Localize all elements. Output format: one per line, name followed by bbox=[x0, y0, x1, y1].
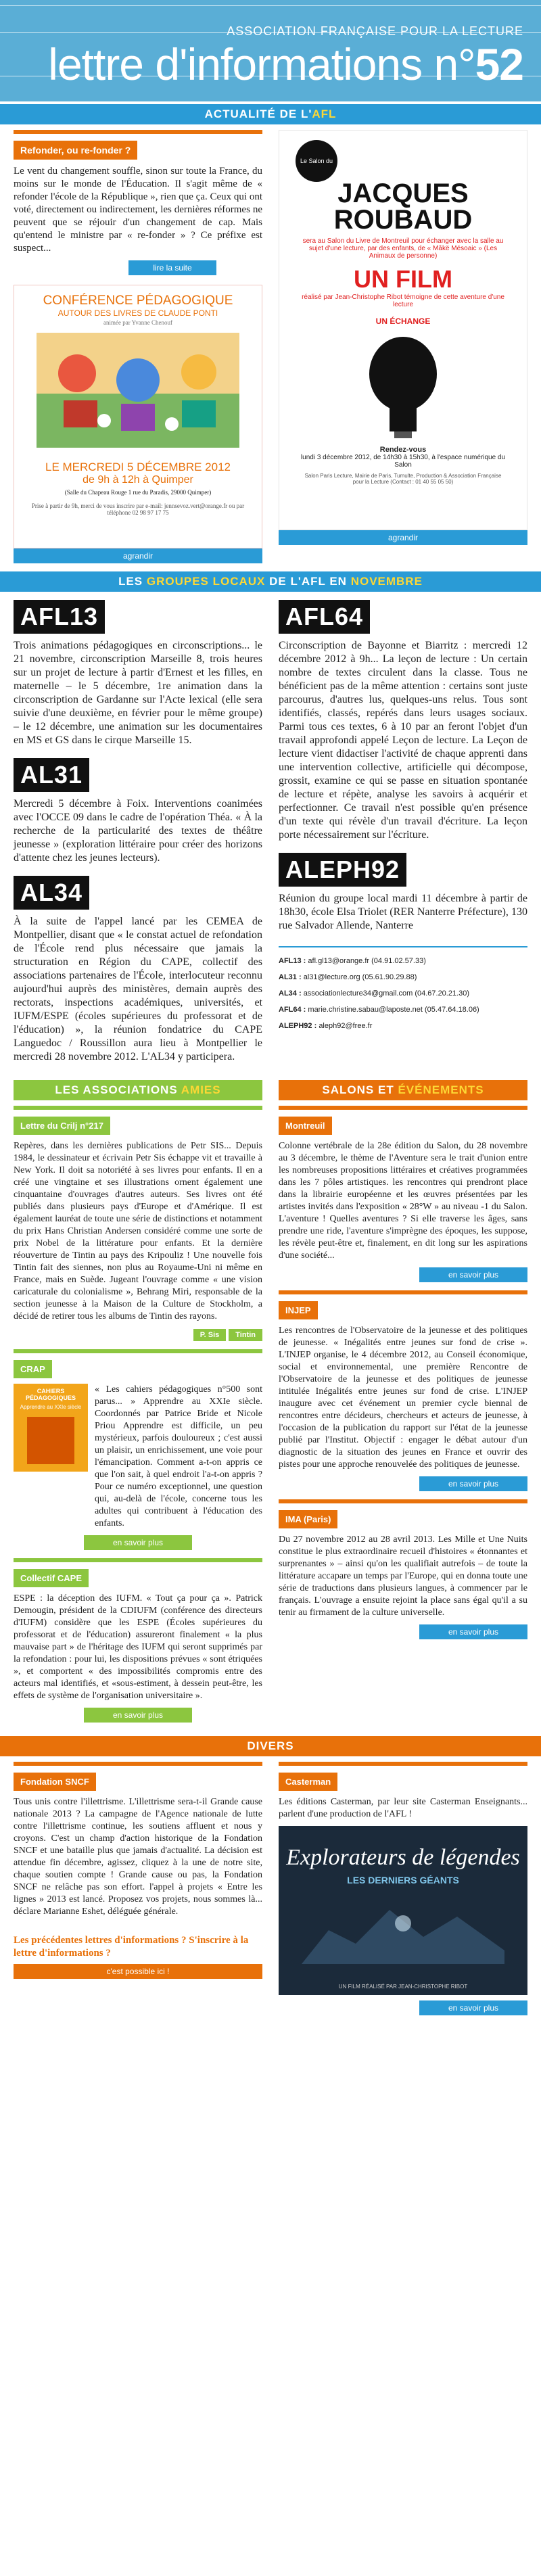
roubaud-poster bbox=[279, 130, 527, 530]
divers-left bbox=[14, 1762, 262, 2015]
band-salons-prefix: SALONS ET bbox=[322, 1083, 398, 1096]
band-actualite-prefix: ACTUALITÉ DE L' bbox=[204, 108, 312, 120]
header-rule-top bbox=[0, 5, 541, 6]
previous-letters-text: Les précédentes lettres d'informations ? S'inscrire à la lettre d'informations ? bbox=[14, 1935, 249, 1959]
casterman-block bbox=[279, 1762, 527, 2015]
al31-text: Mercredi 5 décembre à Foix. Interventions coanimées avec l'OCCE 09 dans le cadre de l'opération Théa. « À la recherche de la particularité des textes de théâtre jeunesse » (exploration littéraire pour créer des horizons d'attente chez les jeunes lecteurs). bbox=[14, 798, 262, 864]
salons-col bbox=[279, 1080, 527, 1723]
conference-time: de 9h à 12h à Quimper bbox=[83, 474, 193, 486]
contact-al31 bbox=[279, 969, 527, 985]
cape-more-button[interactable]: en savoir plus bbox=[84, 1708, 192, 1723]
conference-poster bbox=[14, 285, 262, 548]
roubaud-echange: UN ÉCHANGE bbox=[375, 317, 431, 326]
amies-col bbox=[14, 1080, 262, 1723]
contact-al31-value[interactable]: al31@lecture.org (05.61.90.29.88) bbox=[303, 973, 417, 981]
casterman-more-button[interactable]: en savoir plus bbox=[419, 2000, 527, 2015]
contact-aleph92-value[interactable]: aleph92@free.fr bbox=[319, 1022, 373, 1030]
tag-p-sis[interactable]: P. Sis bbox=[193, 1329, 227, 1341]
casterman-poster bbox=[279, 1826, 527, 1995]
montreuil-text: Colonne vertébrale de la 28e édition du Salon, du 28 novembre au 3 décembre, le thème de l'Aventure sera le trait d'union entre les nombreuses propositions littéraires et créatives programmées dans les 7 pôles artistiques. les rencontres qui prendront place dans la librairie européenne et les œuvres présentées par les artistes invités dans l'exposition « 28°W » au niveau -1 du Salon. L'aventure ! Quelles aventures ? Si elle traverse les âges, sans prendre une ride, l'aventure s'imprègne des époques, les suppose, les révèle peut-être et, finalement, en dit long sur les aspirations d'une société... bbox=[279, 1141, 527, 1261]
newsletter-title bbox=[48, 39, 523, 89]
roubaud-name-first: JACQUES bbox=[337, 179, 469, 208]
band-salons bbox=[279, 1080, 527, 1100]
band-groupes-mid: DE L'AFL EN bbox=[265, 575, 351, 588]
groupes-left bbox=[14, 600, 262, 1069]
casterman-poster-sub: LES DERNIERS GÉANTS bbox=[347, 1875, 459, 1886]
roubaud-enlarge-button[interactable]: agrandir bbox=[279, 530, 527, 545]
injep-more-button[interactable]: en savoir plus bbox=[419, 1476, 527, 1491]
crap-text: « Les cahiers pédagogiques n°500 sont parus... » Apprendre au XXIe siècle. Coordonnés par Patrice Bride et Nicole Priou Apprendre est difficile, un peu mystérieux, parfois douloureux ; c'est aussi un plaisir, un enrichissement, une voie pour l'émancipation. Comment a-t-on appris ce que l'on sait, à quel endroit l'a-t-on appris ? Pour ce numéro exceptionnel, une question qui, au-delà de l'école, concerne tous les adultes qui contribuent à l'éducation des enfants. bbox=[95, 1384, 262, 1528]
contact-aleph92-label: ALEPH92 : bbox=[279, 1022, 317, 1030]
previous-letters-block bbox=[14, 1934, 262, 1979]
criij-text: Repères, dans les dernières publications de Petr SIS... Depuis 1984, le dessinateur et écrivain Petr Sis échappe vit et travaille à New York. Il doit sa notoriété à ses livres pour enfants. Il en a créé une vingtaine et ses illustrations ornent également une cinquantaine d'ouvrages d'autres auteurs. Ses livres ont été publiés dans plusieurs pays d'Europe et d'Amérique. Il est également lauréat de toute une série de distinctions et notamment du prix Hans Christian Andersen considéré comme une sorte de prix Nobel de la littérature pour enfants. Et la dernière réouverture de Tintin au pays des Kripouliz ! Une nouvelle fois Tintin fait des siennes, non plus au Royaume-Uni ni même en France, mais en Suède. Jugeant l'ouvrage comme « une vision caricaturale du colonialisme », Behrang Miri, responsable de la section jeunesse à la Maison de la Culture de Stockholm, a décidé de retirer tous les albums de Tintin des rayons. bbox=[14, 1141, 262, 1321]
sncf-block bbox=[14, 1762, 262, 1923]
afl13-tag: AFL13 bbox=[14, 600, 105, 634]
contact-al34 bbox=[279, 985, 527, 1002]
band-amies-prefix: LES ASSOCIATIONS bbox=[55, 1083, 181, 1096]
crap-title: CRAP bbox=[14, 1360, 52, 1378]
band-groupes-accent1: GROUPES LOCAUX bbox=[146, 575, 266, 588]
groupes-right bbox=[279, 600, 527, 1069]
poster-landscape bbox=[302, 1890, 504, 1964]
cape-title: Collectif CAPE bbox=[14, 1569, 89, 1587]
afl13-text: Trois animations pédagogiques en circonscriptions... le 21 novembre, circonscription Marseille 8, trois heures sur un projet de lecture à partir d'Ernest et les filles, en maternelle – le 5 décembre, 1re animation dans la circonscription de Gardanne sur l'Acte lexical (elle sera suivie d'une deuxième, en février pour le même groupe) – le 12 décembre, une animation sur les documentaires en MS et GS dans le cirque Marseille 15. bbox=[14, 640, 262, 746]
groupes-row bbox=[0, 600, 541, 1069]
montreuil-block bbox=[279, 1106, 527, 1282]
crap-block bbox=[14, 1349, 262, 1550]
ima-block bbox=[279, 1499, 527, 1639]
band-groupes-accent2: NOVEMBRE bbox=[350, 575, 423, 588]
crap-more-button[interactable]: en savoir plus bbox=[84, 1535, 192, 1550]
ima-more-button[interactable]: en savoir plus bbox=[419, 1624, 527, 1639]
conference-note: Prise à partir de 9h, merci de vous inscrire par e-mail: jennsevoz.vert@orange.fr ou par téléphone 02 98 97 17 75 bbox=[31, 502, 245, 516]
band-actualite bbox=[0, 104, 541, 124]
casterman-poster-credit: UN FILM RÉALISÉ PAR JEAN-CHRISTOPHE RIBOT bbox=[338, 1984, 468, 1990]
criij-title: Lettre du Crilj n°217 bbox=[14, 1117, 110, 1135]
divers-row bbox=[0, 1762, 541, 2015]
conference-date: LE MERCREDI 5 DÉCEMBRE 2012 bbox=[45, 461, 231, 473]
crap-cover-image bbox=[27, 1417, 74, 1464]
al34-tag: AL34 bbox=[14, 876, 89, 910]
contact-afl13 bbox=[279, 953, 527, 969]
al34-text: À la suite de l'appel lancé par les CEMEA de Montpellier, disant que « le constat actuel de refondation de l'École rend plus nécessaire que jamais la structuration en Région du CAPE, collectif des associations partenaires de l'École, interlocuteur reconnu aujourd'hui auprès des ministères, demain auprès des rectorats, inspections académiques, universités, et IUFM/ESPE (écoles supérieures du professorat et de l'éducation) », la réunion fondatrice du CAPE Languedoc / Roussillon aura lieu à Montpellier le mercredi 28 novembre 2012. L'AL34 y participera. bbox=[14, 916, 262, 1062]
tag-tintin[interactable]: Tintin bbox=[229, 1329, 262, 1341]
montreuil-title: Montreuil bbox=[279, 1117, 332, 1135]
ima-title: IMA (Paris) bbox=[279, 1510, 337, 1528]
crap-cover bbox=[14, 1384, 88, 1472]
divers-right bbox=[279, 1762, 527, 2015]
actualite-right bbox=[279, 130, 527, 563]
newsletter-header bbox=[0, 0, 541, 101]
contact-al31-label: AL31 : bbox=[279, 973, 302, 981]
refonder-text: Le vent du changement souffle, sinon sur toute la France, du moins sur le monde de l'Éducation. Il s'agit même de « refonder l'école de la République », rien que ça. Ceux qui ont voté, directement ou indirectement, les dernières réformes ne peuvent que se réjouir d'un changement de cap. Mais qu'entend le ministre par « re-fonder » ? Ce préfixe est suspect... bbox=[14, 166, 262, 254]
roubaud-name-last: ROUBAUD bbox=[333, 205, 473, 235]
band-divers: DIVERS bbox=[0, 1736, 541, 1756]
roubaud-credits: Salon Paris Lecture, Mairie de Paris, Tumulte, Production & Association Française pour la Lecture (Contact : 01 40 55 05 50) bbox=[304, 473, 502, 485]
actualite-row bbox=[0, 130, 541, 563]
issue-number: 52 bbox=[475, 39, 523, 89]
band-groupes-prefix: LES bbox=[118, 575, 147, 588]
conference-title: CONFÉRENCE PÉDAGOGIQUE bbox=[43, 294, 233, 308]
casterman-title: Casterman bbox=[279, 1773, 337, 1791]
contact-al34-value[interactable]: associationlecture34@gmail.com (04.67.20.21.30) bbox=[303, 989, 470, 998]
crap-cover-title: CAHIERS PÉDAGOGIQUES bbox=[25, 1388, 76, 1401]
actualite-left bbox=[14, 130, 262, 563]
refonder-title: Refonder, ou re-fonder ? bbox=[14, 141, 137, 160]
ima-text: Du 27 novembre 2012 au 28 avril 2013. Les Mille et Une Nuits constitue le plus extraordinaire recueil d'histoires « étonnantes et surprenantes » – ainsi qu'on les qualifiait autrefois – de toute la littérature accapare un temps par l'Europe, qui en donna toute une série de traductions dans plusieurs langues, à commencer par le français. L'ouvrage a ensuite rejoint la place sans égal qu'il a su tenir au firmament de la culture universelle. bbox=[279, 1535, 527, 1618]
amies-salons-row bbox=[0, 1080, 541, 1723]
al31-tag: AL31 bbox=[14, 758, 89, 792]
casterman-poster-title: Explorateurs de légendes bbox=[286, 1845, 520, 1870]
conference-subtitle: AUTOUR DES LIVRES DE CLAUDE PONTI bbox=[57, 308, 218, 318]
contact-afl64 bbox=[279, 1002, 527, 1018]
refonder-read-more-button[interactable]: lire la suite bbox=[128, 260, 216, 275]
roubaud-film-title: UN FILM bbox=[354, 265, 452, 293]
contact-afl64-label: AFL64 : bbox=[279, 1006, 306, 1014]
sncf-title: Fondation SNCF bbox=[14, 1773, 96, 1791]
conference-illustration bbox=[37, 333, 239, 448]
afl64-text: Circonscription de Bayonne et Biarritz : mercredi 12 décembre 2012 à 9h... La leçon de lecture : Un certain nombre de textes circulent dans la classe. Tous ne bénéficient pas de la même attention : certains sont juste parcourus, d'autres lus, quelques-uns relus. Tous sont identifiés, classés, repérés dans leurs usages sociaux. Parmi tous ces textes, 6 à 10 par an feront l'objet d'un travail approfondi appelé Leçon de lecture. La Leçon de lecture vient didactiser l'activité de chaque apprenti dans une intervention collective, artificielle qui décompose, grossit, examine ce qui se passe en situation spontanée de lecture et répète, analyse les savoirs à acquérir et perfectionner. Ce travail n'est possible qu'en présence d'un texte qui révèle d'un travail d'écriture. La leçon porte nécessairement sur l'écriture. bbox=[279, 640, 527, 841]
roubaud-date-head: Rendez-vous bbox=[379, 446, 427, 454]
sncf-text: Tous unis contre l'illettrisme. L'illettrisme sera-t-il Grande cause nationale 2013 ? La campagne de l'Agence nationale de lutte contre l'illettrisme continue, les soutiens affluent et nous y croyons. C'est un champ d'action historique de la Fondation SNCF et une bataille plus que jamais d'actualité. La décision est attendue fin décembre, agissez, cliquez à la une de notre site, chaque soutien compte ! Grande cause ou pas, la Fondation SNCF ne relâche pas son effort. l'appel à projets « Entre les lignes » 2013 est lancé. Proposez vos projets, nous sommes là... déclare Marianne Eshet, déléguée générale. bbox=[14, 1797, 262, 1917]
afl64-tag: AFL64 bbox=[279, 600, 370, 634]
roubaud-film-desc: réalisé par Jean-Christophe Ribot témoigne de cette aventure d'une lecture bbox=[302, 294, 504, 308]
criij-tags bbox=[14, 1328, 262, 1341]
title-prefix: lettre d'informations n° bbox=[48, 39, 475, 89]
crap-cover-sub: Apprendre au XXIe siècle bbox=[20, 1404, 82, 1410]
association-name: ASSOCIATION FRANÇAISE POUR LA LECTURE bbox=[227, 24, 523, 38]
lightbulb-icon bbox=[366, 337, 440, 438]
criij-block bbox=[14, 1106, 262, 1341]
contact-al34-label: AL34 : bbox=[279, 989, 302, 998]
aleph92-tag: ALEPH92 bbox=[279, 853, 406, 887]
band-groupes bbox=[0, 571, 541, 592]
conference-place: (Salle du Chapeau Rouge 1 rue du Paradis, 29000 Quimper) bbox=[64, 489, 212, 496]
injep-title: INJEP bbox=[279, 1301, 318, 1319]
conference-enlarge-button[interactable]: agrandir bbox=[14, 548, 262, 563]
casterman-text: Les éditions Casterman, par leur site Casterman Enseignants... parlent d'une production de l'AFL ! bbox=[279, 1797, 527, 1819]
contact-afl64-value[interactable]: marie.christine.sabau@laposte.net (05.47.64.18.06) bbox=[308, 1006, 479, 1014]
aleph92-text: Réunion du groupe local mardi 11 décembre à partir de 18h30, école Elsa Triolet (RER Nanterre Préfecture), 130 rue Salvador Allende, Nanterre bbox=[279, 893, 527, 931]
band-amies bbox=[14, 1080, 262, 1100]
band-amies-accent: AMIES bbox=[181, 1083, 221, 1096]
contact-aleph92 bbox=[279, 1018, 527, 1034]
conference-by: animée par Yvanne Chenouf bbox=[103, 319, 172, 326]
crap-content bbox=[14, 1384, 262, 1530]
injep-text: Les rencontres de l'Observatoire de la jeunesse et des politiques de jeunesse. « Inégalités entre jeunes sur fond de crise ». L'INJEP organise, le 4 décembre 2012, au Conseil économique, social et environnemental, une première Rencontre de l'Observatoire de la jeunesse et des politiques de jeunesse intitulée Inégalités entre jeunes sur fond de crise. L'INJEP inaugure avec cet événement un premier cycle biennal de rencontres entre décideurs, chercheurs et acteurs de jeunesse, à l'occasion de la publication du rapport sur l'état de la jeunesse publié par l'Institut. Objectif : engager le débat autour d'un diagnostic de la situation des jeunes en France et ouvrir des pistes pour une approche renouvelée des politiques de jeunesse. bbox=[279, 1326, 527, 1470]
subscribe-button[interactable]: c'est possible ici ! bbox=[14, 1964, 262, 1979]
contact-afl13-value[interactable]: afl.gl13@orange.fr (04.91.02.57.33) bbox=[308, 957, 426, 965]
roubaud-date-detail: lundi 3 décembre 2012, de 14h30 à 15h30, à l'espace numérique du Salon bbox=[300, 454, 506, 469]
band-actualite-accent: AFL bbox=[312, 108, 337, 120]
cape-text: ESPE : la déception des IUFM. « Tout ça pour ça ». Patrick Demougin, président de la CDIUFM (conférence des directeurs d'IUFM) considère que les ESPE (Écoles supérieures du professorat et de l'éducation) assureront finalement « la plus mauvaise part » de l'héritage des IUFM qui seront supprimés par la refondation : pour lui, les dispositions prévues « sont étriquées », et comportent « des impossibilités compromis entre des acteurs mal identifiés, et «sous-estiment, à dessein peut-être, les effets de système de l'organisation universitaire ». bbox=[14, 1593, 262, 1701]
roubaud-invite: sera au Salon du Livre de Montreuil pour échanger avec la salle au sujet d'une lecture, par des enfants, de « Mâkë Mésoaic » (Les Animaux de personne) bbox=[302, 237, 504, 260]
contacts-list bbox=[279, 946, 527, 1034]
contact-afl13-label: AFL13 : bbox=[279, 957, 306, 965]
salon-logo-icon: Le Salon du Livre bbox=[296, 140, 337, 182]
montreuil-more-button[interactable]: en savoir plus bbox=[419, 1267, 527, 1282]
injep-block bbox=[279, 1290, 527, 1491]
refonder-block bbox=[14, 130, 262, 275]
band-salons-accent: ÉVÉNEMENTS bbox=[398, 1083, 484, 1096]
cape-block bbox=[14, 1558, 262, 1723]
